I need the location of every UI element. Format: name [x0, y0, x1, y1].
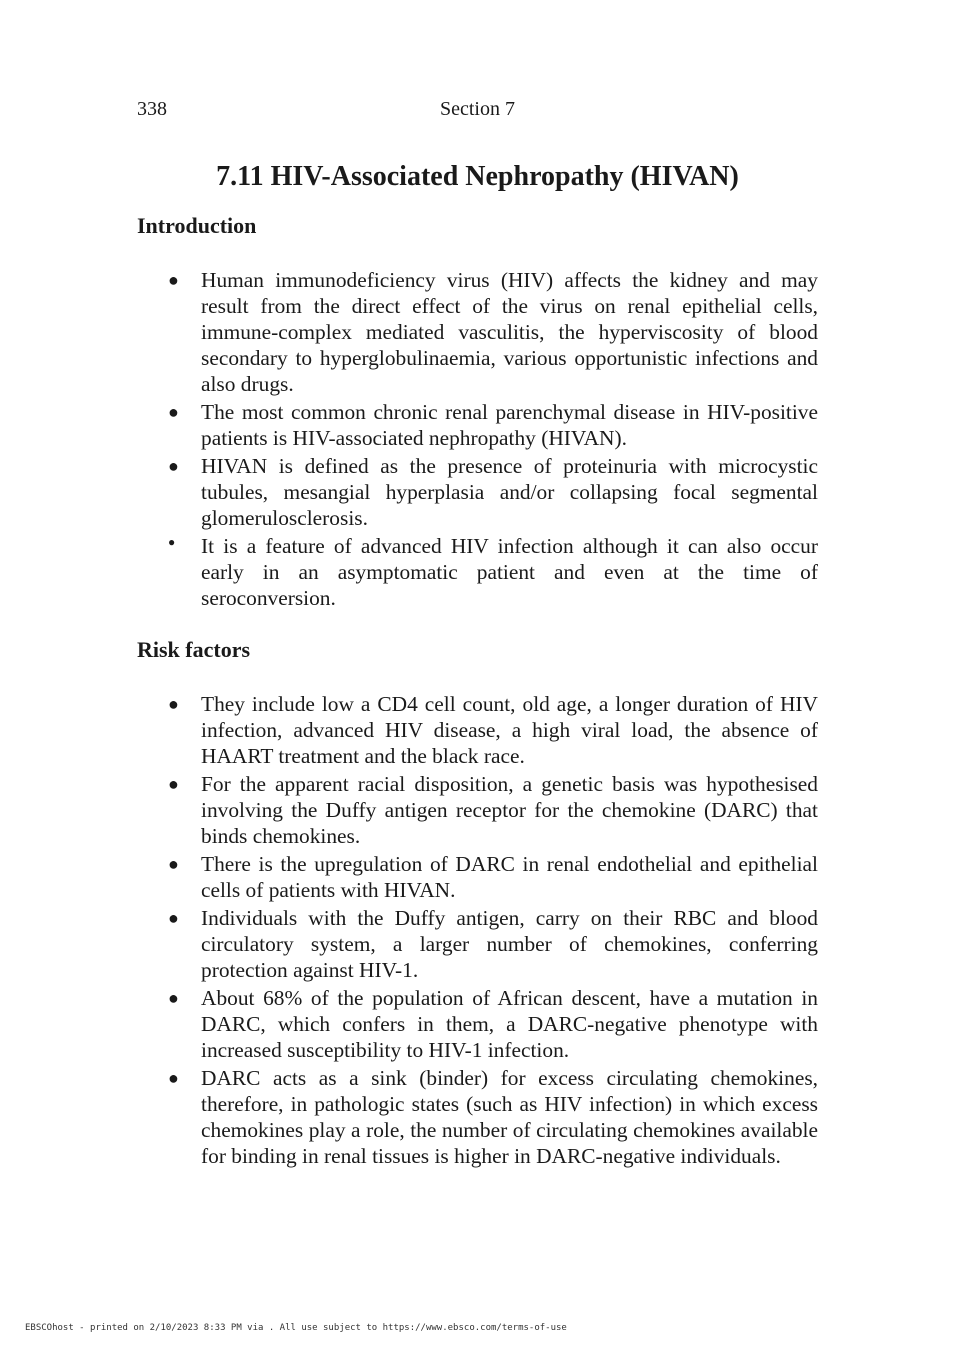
- bullet-icon: ●: [168, 402, 179, 422]
- risk-factors-heading: Risk factors: [137, 637, 251, 662]
- print-footer: EBSCOhost - printed on 2/10/2023 8:33 PM via . All use subject to https://www.ebsco.com/terms-of-use: [25, 1323, 567, 1333]
- list-item-text: HIVAN is defined as the presence of proteinuria with microcystic tubules, mesangial hyperplasia and/or collapsing focal segmental glomerulosclerosis.: [201, 454, 818, 530]
- list-item-text: Individuals with the Duffy antigen, carry on their RBC and blood circulatory system, a larger number of chemokines, conferring protection against HIV-1.: [201, 906, 818, 982]
- list-item: [164, 1065, 818, 1169]
- bullet-icon: ●: [168, 988, 179, 1008]
- bullet-icon: ●: [168, 456, 179, 476]
- running-head: Section 7: [440, 98, 515, 120]
- bullet-icon: ●: [168, 774, 179, 794]
- bullet-icon: ●: [168, 908, 179, 928]
- list-item-text: About 68% of the population of African descent, have a mutation in DARC, which confers in them, a DARC-negative phenotype with increased susceptibility to HIV-1 infection.: [201, 986, 818, 1062]
- list-item-text: Human immunodeficiency virus (HIV) affects the kidney and may result from the direct effect of the virus on renal epithelial cells, immune-complex mediated vasculitis, the hyperviscosity of blood secondary to hyperglobulinaemia, various opportunistic infections and also drugs.: [201, 268, 818, 396]
- bullet-icon: ●: [168, 854, 179, 874]
- list-item: [164, 985, 818, 1063]
- list-item: [164, 453, 818, 531]
- bullet-icon: ●: [168, 694, 179, 714]
- list-item: [164, 691, 818, 769]
- risk-factors-list: [164, 691, 818, 1171]
- list-item-text: There is the upregulation of DARC in renal endothelial and epithelial cells of patients with HIVAN.: [201, 852, 818, 902]
- list-item-text: It is a feature of advanced HIV infection although it can also occur early in an asymptomatic patient and even at the time of seroconversion.: [201, 534, 818, 610]
- list-item: [164, 399, 818, 451]
- list-item: [164, 905, 818, 983]
- bullet-icon: ●: [168, 1068, 179, 1088]
- page-number: 338: [137, 98, 167, 120]
- introduction-heading: Introduction: [137, 213, 257, 238]
- list-item: [164, 267, 818, 397]
- list-item-text: DARC acts as a sink (binder) for excess circulating chemokines, therefore, in pathologic states (such as HIV infection) in which excess chemokines play a role, the number of circulating chemokines available for binding in renal tissues is higher in DARC-negative individuals.: [201, 1066, 818, 1168]
- list-item: [164, 771, 818, 849]
- bullet-icon: ●: [168, 270, 179, 290]
- chapter-title: 7.11 HIV-Associated Nephropathy (HIVAN): [216, 161, 739, 192]
- introduction-list: [164, 267, 818, 613]
- list-item: [164, 533, 818, 611]
- bullet-icon: ●: [168, 535, 176, 549]
- list-item-text: The most common chronic renal parenchymal disease in HIV-positive patients is HIV-associated nephropathy (HIVAN).: [201, 400, 818, 450]
- list-item-text: They include low a CD4 cell count, old age, a longer duration of HIV infection, advanced HIV disease, a high viral load, the absence of HAART treatment and the black race.: [201, 692, 818, 768]
- list-item: [164, 851, 818, 903]
- list-item-text: For the apparent racial disposition, a genetic basis was hypothesised involving the Duffy antigen receptor for the chemokine (DARC) that binds chemokines.: [201, 772, 818, 848]
